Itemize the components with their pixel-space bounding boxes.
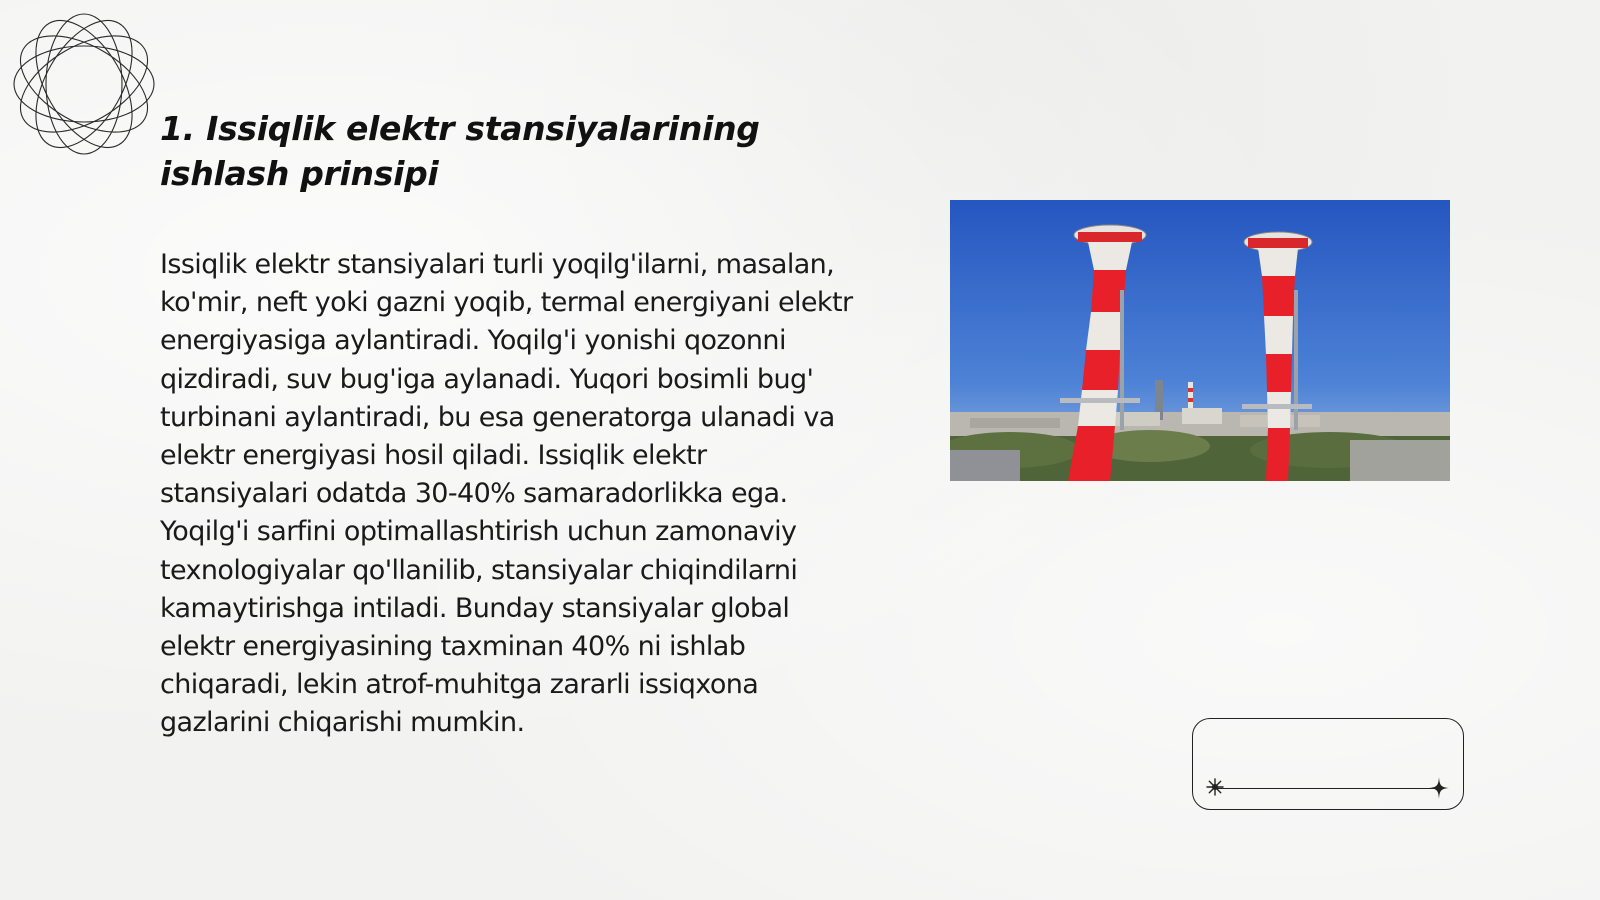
slider-track[interactable] (1215, 788, 1441, 789)
power-plant-chimneys-photo (950, 200, 1450, 481)
cross-star-icon (1428, 776, 1450, 800)
slide-title: 1. Issiqlik elektr stansiyalarining ishlash prinsipi (160, 109, 760, 193)
interlocking-rings-icon (8, 8, 160, 160)
slide-body-text: Issiqlik elektr stansiyalari turli yoqilg'ilarni, masalan, ko'mir, neft yoki gazni yoqib, termal energiyani elektr energiyasiga aylantiradi. Yoqilg'i yonishi qozonni qizdiradi, suv bug'iga aylanadi. Yuqori bosimli bug' turbinani aylantiradi, bu esa generatorga ulanadi va elektr energiyasi hosil qiladi. Issiqlik elektr stansiyalari odatda 30-40% samaradorlikka ega. Yoqilg'i sarfini optimallashtirish uchun zamonaviy texnologiyalar qo'llanilib, stansiyalar chiqindilarni kamaytirishga intiladi. Bunday stansiyalar global elektr energiyasining taxminan 40% ni ishlab chiqaradi, lekin atrof-muhitga zararli issiqxona gazlarini chiqarishi mumkin. (160, 249, 853, 739)
sparkle-icon (1205, 777, 1225, 797)
progress-slider[interactable] (1192, 718, 1464, 810)
